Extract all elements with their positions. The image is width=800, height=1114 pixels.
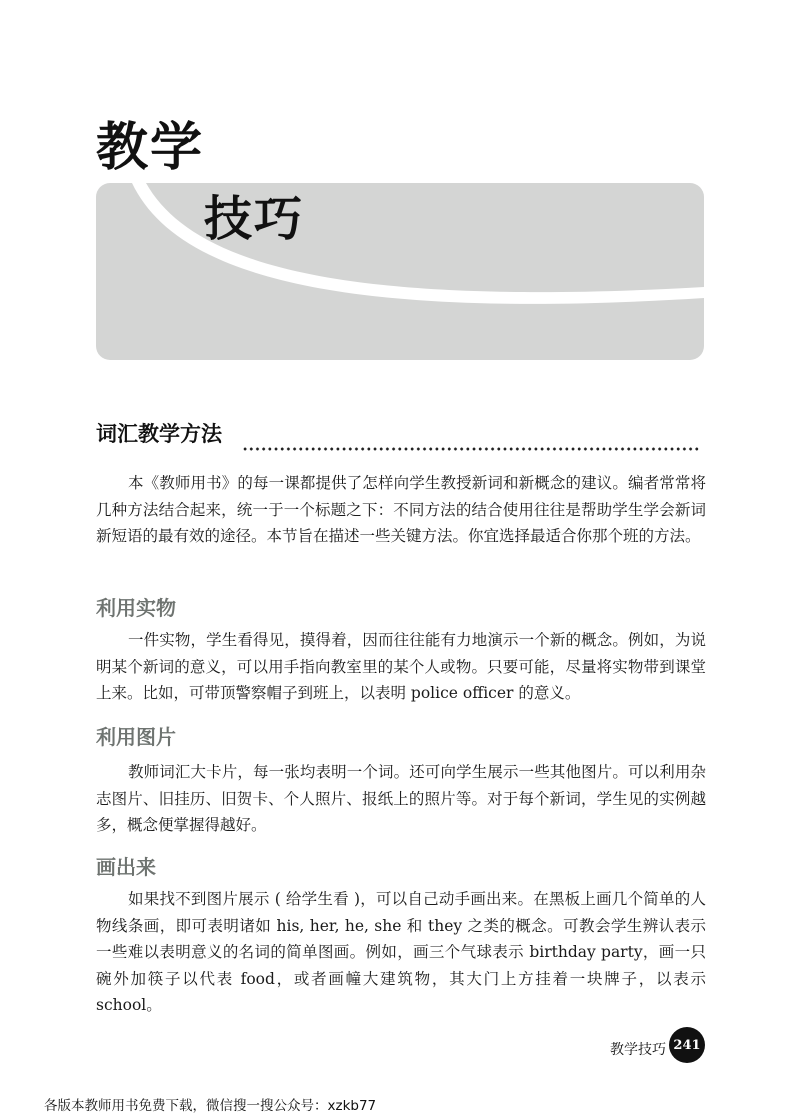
paragraph-drawing: 如果找不到图片展示 ( 给学生看 )，可以自己动手画出来。在黑板上画几个简单的人物线条画，即可表明诸如 his, her, he, she 和 they 之类的概念。可教会学生辨认表示一些难以表明意义的名词的简单图画。例如，画三个气球表示 birthday party，画一只碗外加筷子以代表 food，或者画幢大建筑物，其大门上方挂着一块牌子，以表示 school。 bbox=[96, 890, 706, 1014]
paragraph-pictures: 教师词汇大卡片，每一张均表明一个词。还可向学生展示一些其他图片。可以利用杂志图片、旧挂历、旧贺卡、个人照片、报纸上的照片等。对于每个新词，学生见的实例越多，概念便掌握得越好。 bbox=[96, 763, 706, 834]
banner-swoosh bbox=[96, 183, 704, 360]
subheading-real-objects: 利用实物 bbox=[96, 596, 176, 620]
section-heading: 词汇教学方法 bbox=[96, 422, 222, 446]
paragraph-real-objects: 一件实物，学生看得见，摸得着，因而往往能有力地演示一个新的概念。例如，为说明某个新词的意义，可以用手指向教室里的某个人或物。只要可能，尽量将实物带到课堂上来。比如，可带顶警察帽子到班上，以表明 police officer 的意义。 bbox=[96, 631, 706, 702]
intro-paragraph: 本《教师用书》的每一课都提供了怎样向学生教授新词和新概念的建议。编者常常将几种方法结合起来，统一于一个标题之下：不同方法的结合使用往往是帮助学生学会新词新短语的最有效的途径。本节旨在描述一些关键方法。你宜选择最适合你那个班的方法。 bbox=[96, 474, 706, 545]
download-watermark: 各版本教师用书免费下载，微信搜一搜公众号：xzkb77 bbox=[44, 1098, 377, 1114]
subheading-drawing: 画出来 bbox=[96, 855, 156, 879]
heading-dotted-rule bbox=[242, 447, 699, 451]
chapter-title-line1: 教学 bbox=[96, 118, 205, 178]
page-number-badge: 241 bbox=[669, 1027, 705, 1063]
chapter-title-line2: 技巧 bbox=[204, 191, 305, 247]
title-banner bbox=[96, 183, 704, 360]
subheading-pictures: 利用图片 bbox=[96, 725, 176, 749]
footer-section-label: 教学技巧 bbox=[610, 1042, 666, 1058]
